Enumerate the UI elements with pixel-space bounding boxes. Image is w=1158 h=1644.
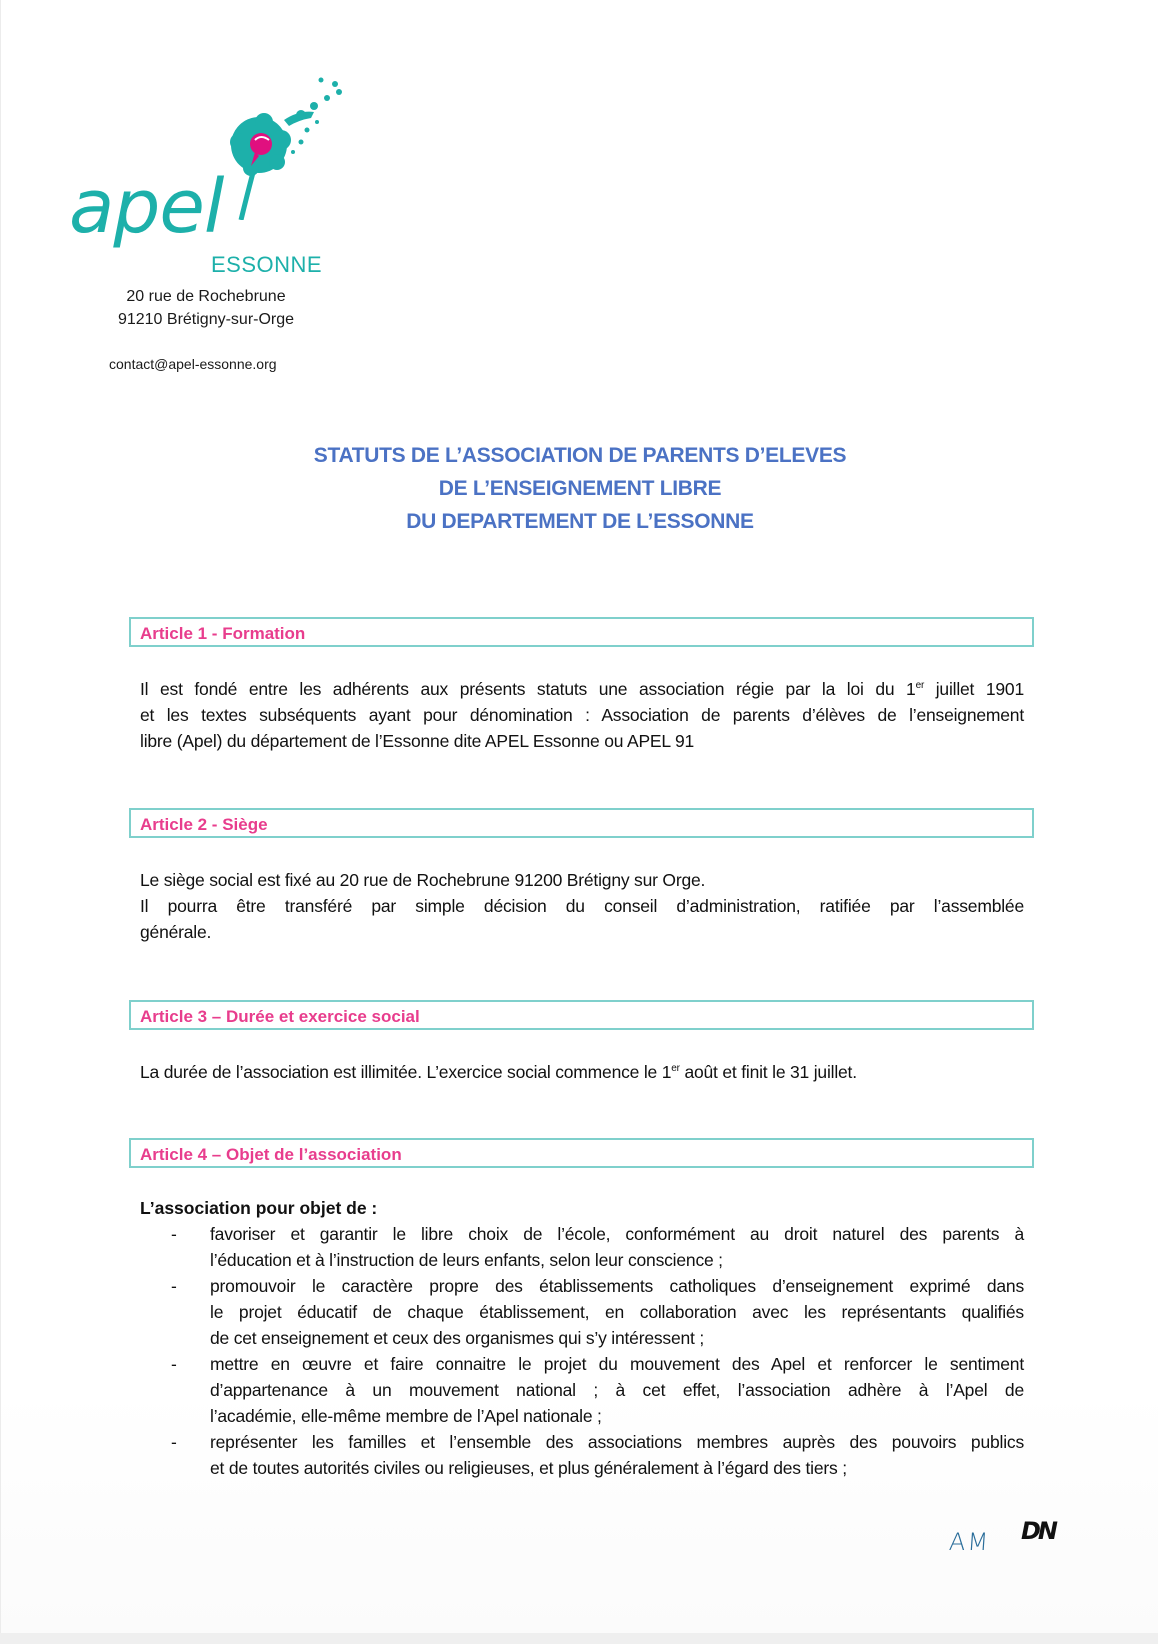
article-2-body: [140, 867, 1024, 945]
article-heading-text: Article 2 - Siège: [140, 815, 268, 834]
bullet-dash: -: [171, 1354, 177, 1374]
list-item-line: l’éducation et à l’instruction de leurs enfants, selon leur conscience ;: [210, 1250, 723, 1270]
body-line: [140, 1059, 1024, 1085]
list-item-line: promouvoir le caractère propre des établissements catholiques d’enseignement exprimé dans: [210, 1276, 1024, 1296]
list-item-line: d’appartenance à un mouvement national ; à cet effet, l’association adhère à l’Apel de: [210, 1380, 1024, 1400]
address-city: 91210 Brétigny-sur-Orge: [117, 311, 295, 328]
article-4-lead: L’association pour objet de :: [140, 1198, 378, 1218]
initials-signature-am: AM: [948, 1528, 992, 1556]
article-1-body: [140, 676, 1024, 754]
address-street: 20 rue de Rochebrune: [126, 288, 286, 305]
list-item: [171, 1351, 1024, 1429]
logo-wordmark: apel: [69, 164, 224, 250]
text-segment: La durée de l’association est illimitée. L’exercice social commence le 1: [140, 1062, 672, 1082]
apel-logo: [69, 70, 349, 280]
text-segment: Il est fondé entre les adhérents aux présents statuts une association régie par la loi du 1: [140, 679, 916, 699]
body-line: générale.: [140, 922, 212, 942]
list-item-line: favoriser et garantir le libre choix de l’école, conformément au droit naturel des parents à: [210, 1224, 1024, 1244]
article-heading-text: Article 1 - Formation: [140, 624, 306, 643]
list-item-line: représenter les familles et l’ensemble des associations membres auprès des pouvoirs publics: [210, 1432, 1024, 1452]
list-item-line: l’académie, elle-même membre de l’Apel nationale ;: [210, 1406, 602, 1426]
bullet-dash: -: [171, 1276, 177, 1296]
article-1-heading: [129, 617, 1034, 647]
list-item-line: et de toutes autorités civiles ou religieuses, et plus généralement à l’égard des tiers ;: [210, 1458, 847, 1478]
superscript: er: [671, 1063, 680, 1074]
document-title-line-3: DU DEPARTEMENT DE L’ESSONNE: [406, 510, 754, 533]
list-item-line: mettre en œuvre et faire connaitre le projet du mouvement des Apel et renforcer le sentiment: [210, 1354, 1024, 1374]
bullet-dash: -: [171, 1224, 177, 1244]
article-4-heading: [129, 1138, 1034, 1168]
contact-email-link[interactable]: contact@apel-essonne.org: [109, 356, 277, 372]
body-line: Le siège social est fixé au 20 rue de Rochebrune 91200 Brétigny sur Orge.: [140, 870, 706, 890]
list-item: [171, 1429, 1024, 1481]
list-item: [171, 1273, 1024, 1351]
document-title-line-1: STATUTS DE L’ASSOCIATION DE PARENTS D’ELEVES: [313, 444, 847, 467]
bullet-dash: -: [171, 1432, 177, 1452]
article-3-heading: [129, 1000, 1034, 1030]
text-segment: août et finit le 31 juillet.: [679, 1062, 857, 1082]
article-heading-text: Article 4 – Objet de l’association: [140, 1145, 402, 1164]
logo-subtitle: ESSONNE: [211, 252, 323, 277]
body-line: et les textes subséquents ayant pour dénomination : Association de parents d’élèves de l’enseignement: [140, 705, 1024, 725]
article-2-heading: [129, 808, 1034, 838]
body-line: Il pourra être transféré par simple décision du conseil d’administration, ratifiée par l’assemblée: [140, 896, 1024, 916]
body-line: libre (Apel) du département de l’Essonne dite APEL Essonne ou APEL 91: [140, 731, 695, 751]
article-3-body: [140, 1059, 1024, 1085]
page-bottom-edge: [0, 1633, 1158, 1644]
initials-signature-dn: DN: [1021, 1517, 1056, 1545]
article-4-objectives-list: [171, 1221, 1024, 1481]
body-line: [140, 676, 1024, 702]
document-title-line-2: DE L’ENSEIGNEMENT LIBRE: [438, 477, 722, 500]
list-item-line: le projet éducatif de chaque établissement, en collaboration avec les représentants qualifiés: [210, 1302, 1024, 1322]
text-segment: juillet 1901: [924, 679, 1024, 699]
superscript: er: [915, 680, 925, 691]
list-item: [171, 1221, 1024, 1273]
article-heading-text: Article 3 – Durée et exercice social: [140, 1007, 420, 1026]
list-item-line: de cet enseignement et ceux des organismes qui s’y intéressent ;: [210, 1328, 705, 1348]
